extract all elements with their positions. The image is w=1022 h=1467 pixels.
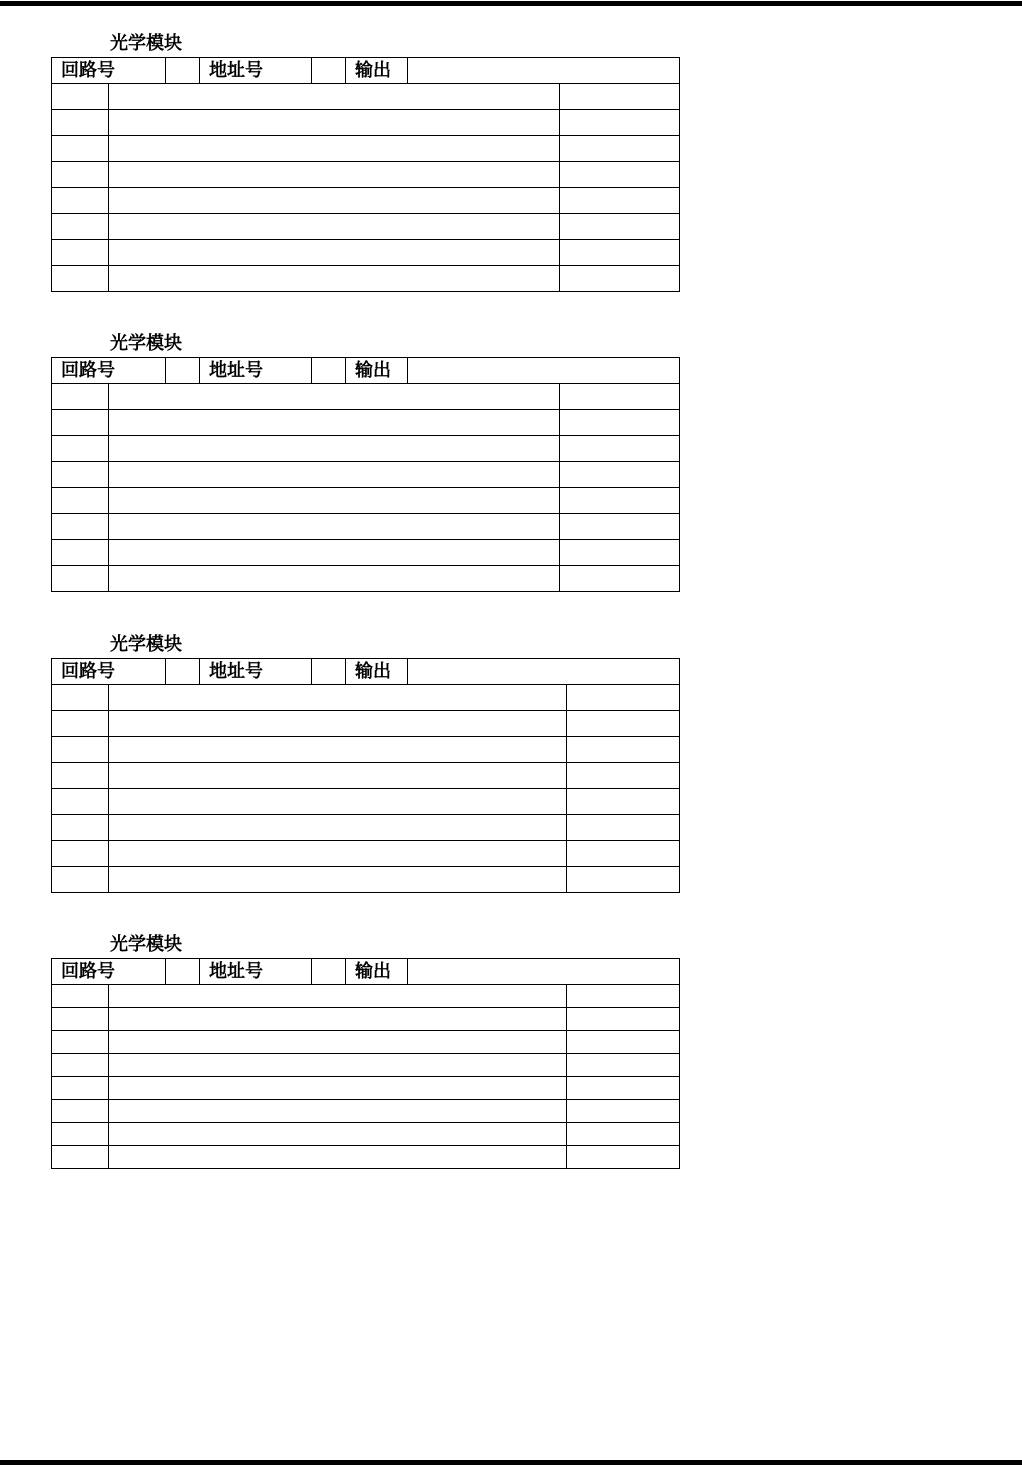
row-description-cell[interactable] [109,685,567,711]
row-index-cell[interactable] [52,763,109,789]
row-value-cell[interactable] [560,84,680,110]
row-value-cell[interactable] [560,384,680,410]
loop-value-cell[interactable] [166,959,200,985]
row-index-cell[interactable] [52,1077,109,1100]
module-table [51,658,680,893]
row-value-cell[interactable] [560,410,680,436]
row-description-cell[interactable] [109,462,560,488]
header-row [52,959,680,985]
module-title: 光学模块 [110,333,182,354]
output-value-cell[interactable] [408,659,680,685]
table-row [52,214,680,240]
row-description-cell[interactable] [109,240,560,266]
row-index-cell[interactable] [52,789,109,815]
row-value-cell[interactable] [560,566,680,592]
row-index-cell[interactable] [52,214,109,240]
row-description-cell[interactable] [109,384,560,410]
loop-label: 回路号 [52,358,166,384]
row-description-cell[interactable] [109,815,567,841]
row-index-cell[interactable] [52,162,109,188]
row-value-cell[interactable] [567,1031,680,1054]
row-index-cell[interactable] [52,136,109,162]
row-description-cell[interactable] [109,1146,567,1169]
row-index-cell[interactable] [52,540,109,566]
table-row [52,410,680,436]
row-description-cell[interactable] [109,711,567,737]
address-label: 地址号 [200,358,312,384]
table-row [52,867,680,893]
table-row [52,985,680,1008]
row-description-cell[interactable] [109,985,567,1008]
row-index-cell[interactable] [52,436,109,462]
row-index-cell[interactable] [52,110,109,136]
row-value-cell[interactable] [560,462,680,488]
row-index-cell[interactable] [52,84,109,110]
table-row [52,384,680,410]
table-row [52,514,680,540]
header-row [52,58,680,84]
row-value-cell[interactable] [560,540,680,566]
table-row [52,136,680,162]
row-value-cell[interactable] [567,867,680,893]
row-index-cell[interactable] [52,488,109,514]
row-value-cell[interactable] [567,1054,680,1077]
table-row [52,84,680,110]
row-description-cell[interactable] [109,841,567,867]
table-row [52,737,680,763]
row-description-cell[interactable] [109,488,560,514]
address-label: 地址号 [200,959,312,985]
table-row [52,162,680,188]
table-row [52,1123,680,1146]
row-value-cell[interactable] [567,789,680,815]
row-value-cell[interactable] [567,737,680,763]
row-value-cell[interactable] [560,514,680,540]
row-index-cell[interactable] [52,985,109,1008]
loop-value-cell[interactable] [166,659,200,685]
module-table [51,958,680,1169]
row-description-cell[interactable] [109,763,567,789]
row-value-cell[interactable] [567,985,680,1008]
row-index-cell[interactable] [52,1054,109,1077]
row-value-cell[interactable] [567,815,680,841]
output-value-cell[interactable] [408,959,680,985]
row-index-cell[interactable] [52,685,109,711]
row-value-cell[interactable] [567,841,680,867]
table-row [52,1054,680,1077]
table-row [52,789,680,815]
row-value-cell[interactable] [560,214,680,240]
loop-value-cell[interactable] [166,358,200,384]
row-value-cell[interactable] [560,110,680,136]
row-index-cell[interactable] [52,737,109,763]
table-row [52,566,680,592]
row-index-cell[interactable] [52,1100,109,1123]
row-index-cell[interactable] [52,711,109,737]
output-label: 输出 [346,959,408,985]
table-row [52,436,680,462]
row-value-cell[interactable] [560,436,680,462]
row-value-cell[interactable] [560,188,680,214]
row-value-cell[interactable] [567,1146,680,1169]
row-description-cell[interactable] [109,1100,567,1123]
row-description-cell[interactable] [109,266,560,292]
row-index-cell[interactable] [52,410,109,436]
row-index-cell[interactable] [52,815,109,841]
loop-label: 回路号 [52,58,166,84]
table-row [52,1008,680,1031]
table-row [52,815,680,841]
row-value-cell[interactable] [560,136,680,162]
table-row [52,763,680,789]
header-row [52,358,680,384]
row-value-cell[interactable] [560,488,680,514]
row-value-cell[interactable] [567,1100,680,1123]
row-value-cell[interactable] [560,162,680,188]
table-row [52,685,680,711]
table-row [52,266,680,292]
module-title: 光学模块 [110,934,182,955]
row-value-cell[interactable] [567,685,680,711]
row-description-cell[interactable] [109,1123,567,1146]
row-description-cell[interactable] [109,737,567,763]
row-index-cell[interactable] [52,188,109,214]
address-label: 地址号 [200,659,312,685]
loop-label: 回路号 [52,959,166,985]
row-description-cell[interactable] [109,1008,567,1031]
row-description-cell[interactable] [109,110,560,136]
row-value-cell[interactable] [560,240,680,266]
table-row [52,540,680,566]
row-value-cell[interactable] [567,711,680,737]
table-row [52,1100,680,1123]
row-index-cell[interactable] [52,1123,109,1146]
module-title: 光学模块 [110,33,182,54]
output-label: 输出 [346,58,408,84]
row-value-cell[interactable] [567,1008,680,1031]
row-description-cell[interactable] [109,566,560,592]
row-value-cell[interactable] [567,1123,680,1146]
row-description-cell[interactable] [109,540,560,566]
row-description-cell[interactable] [109,214,560,240]
table-row [52,188,680,214]
row-description-cell[interactable] [109,84,560,110]
loop-label: 回路号 [52,659,166,685]
row-description-cell[interactable] [109,162,560,188]
row-index-cell[interactable] [52,240,109,266]
table-row [52,1146,680,1169]
row-index-cell[interactable] [52,266,109,292]
table-row [52,240,680,266]
row-description-cell[interactable] [109,410,560,436]
table-row [52,711,680,737]
output-value-cell[interactable] [408,58,680,84]
row-index-cell[interactable] [52,1146,109,1169]
address-label: 地址号 [200,58,312,84]
module-title: 光学模块 [110,634,182,655]
row-description-cell[interactable] [109,514,560,540]
output-label: 输出 [346,358,408,384]
row-description-cell[interactable] [109,1054,567,1077]
address-value-cell[interactable] [312,58,346,84]
address-value-cell[interactable] [312,358,346,384]
row-description-cell[interactable] [109,1031,567,1054]
table-row [52,488,680,514]
row-index-cell[interactable] [52,462,109,488]
row-description-cell[interactable] [109,867,567,893]
row-value-cell[interactable] [567,763,680,789]
table-row [52,110,680,136]
output-value-cell[interactable] [408,358,680,384]
top-rule [0,1,1022,6]
table-row [52,462,680,488]
row-index-cell[interactable] [52,514,109,540]
module-table [51,357,680,592]
row-value-cell[interactable] [567,1077,680,1100]
row-value-cell[interactable] [560,266,680,292]
address-value-cell[interactable] [312,959,346,985]
module-table [51,57,680,292]
row-index-cell[interactable] [52,1008,109,1031]
row-index-cell[interactable] [52,867,109,893]
output-label: 输出 [346,659,408,685]
row-index-cell[interactable] [52,384,109,410]
table-row [52,1031,680,1054]
bottom-rule [0,1460,1022,1465]
header-row [52,659,680,685]
loop-value-cell[interactable] [166,58,200,84]
row-description-cell[interactable] [109,1077,567,1100]
row-index-cell[interactable] [52,566,109,592]
row-description-cell[interactable] [109,436,560,462]
address-value-cell[interactable] [312,659,346,685]
row-index-cell[interactable] [52,841,109,867]
row-description-cell[interactable] [109,188,560,214]
table-row [52,1077,680,1100]
row-index-cell[interactable] [52,1031,109,1054]
table-row [52,841,680,867]
row-description-cell[interactable] [109,136,560,162]
row-description-cell[interactable] [109,789,567,815]
